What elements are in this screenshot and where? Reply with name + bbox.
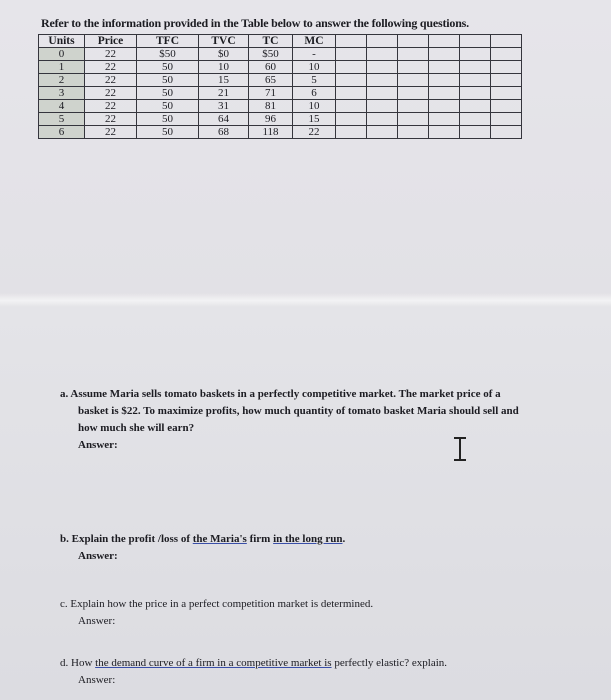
question-c	[60, 596, 560, 630]
question-a-line1: a. Assume Maria sells tomato baskets in a perfectly competitive market. The market price of a	[60, 388, 501, 400]
cell-tc: 65	[249, 74, 293, 87]
header-tc: TC	[249, 35, 293, 48]
header-units: Units	[39, 35, 85, 48]
table-header-row	[39, 35, 522, 48]
table-row	[39, 87, 522, 100]
cell-tc: 71	[249, 87, 293, 100]
table-row	[39, 74, 522, 87]
question-a-line2: basket is $22. To maximize profits, how much quantity of tomato basket Maria should sell and	[78, 405, 519, 417]
cell-mc: 6	[293, 87, 336, 100]
cell-tc: 60	[249, 61, 293, 74]
cell-mc: 15	[293, 113, 336, 126]
cell-units: 6	[39, 126, 85, 139]
question-b: b. Explain the profit /loss of the Maria's firm in the long run. Answer:	[60, 531, 560, 565]
cell-mc: 5	[293, 74, 336, 87]
cell-tfc: 50	[137, 100, 199, 113]
cell-tc: 81	[249, 100, 293, 113]
question-d-answer: Answer:	[78, 674, 116, 686]
cell-tfc: 50	[137, 74, 199, 87]
cell-price: 22	[85, 87, 137, 100]
cell-price: 22	[85, 126, 137, 139]
cell-units: 0	[39, 48, 85, 61]
cell-units: 5	[39, 113, 85, 126]
header-tvc: TVC	[199, 35, 249, 48]
cell-tvc: 68	[199, 126, 249, 139]
cell-mc: -	[293, 48, 336, 61]
cost-table	[38, 34, 522, 139]
text-cursor-icon	[450, 436, 470, 462]
cell-price: 22	[85, 100, 137, 113]
cell-tvc: 64	[199, 113, 249, 126]
cell-tvc: $0	[199, 48, 249, 61]
cell-price: 22	[85, 61, 137, 74]
cell-tfc: 50	[137, 87, 199, 100]
question-c-text: c. Explain how the price in a perfect competition market is determined.	[60, 598, 374, 610]
worksheet-bottom	[0, 300, 611, 700]
cell-tfc: 50	[137, 113, 199, 126]
cell-tfc: $50	[137, 48, 199, 61]
cell-price: 22	[85, 48, 137, 61]
cell-mc: 10	[293, 100, 336, 113]
question-a-answer: Answer:	[78, 439, 118, 451]
question-d: d. How the demand curve of a firm in a competitive market is perfectly elastic? explain. Answer:	[60, 655, 580, 689]
table-row	[39, 100, 522, 113]
question-a-line3: how much she will earn?	[78, 422, 195, 434]
table-row	[39, 61, 522, 74]
cell-price: 22	[85, 113, 137, 126]
header-tfc: TFC	[137, 35, 199, 48]
cell-tc: $50	[249, 48, 293, 61]
header-price: Price	[85, 35, 137, 48]
table-row	[39, 48, 522, 61]
cell-units: 3	[39, 87, 85, 100]
instructions-text: Refer to the information provided in the Table below to answer the following questions.	[41, 16, 469, 30]
page-fold	[0, 293, 611, 307]
cell-units: 2	[39, 74, 85, 87]
question-b-answer: Answer:	[78, 550, 118, 562]
cell-units: 4	[39, 100, 85, 113]
cell-price: 22	[85, 74, 137, 87]
table-row	[39, 113, 522, 126]
cell-tvc: 31	[199, 100, 249, 113]
cell-tc: 96	[249, 113, 293, 126]
cell-mc: 22	[293, 126, 336, 139]
cell-mc: 10	[293, 61, 336, 74]
cell-tfc: 50	[137, 61, 199, 74]
cell-tc: 118	[249, 126, 293, 139]
cell-tvc: 21	[199, 87, 249, 100]
cell-tvc: 10	[199, 61, 249, 74]
cell-tfc: 50	[137, 126, 199, 139]
cell-tvc: 15	[199, 74, 249, 87]
cell-units: 1	[39, 61, 85, 74]
table-row	[39, 126, 522, 139]
question-c-answer: Answer:	[78, 615, 116, 627]
header-mc: MC	[293, 35, 336, 48]
question-a	[60, 386, 568, 454]
